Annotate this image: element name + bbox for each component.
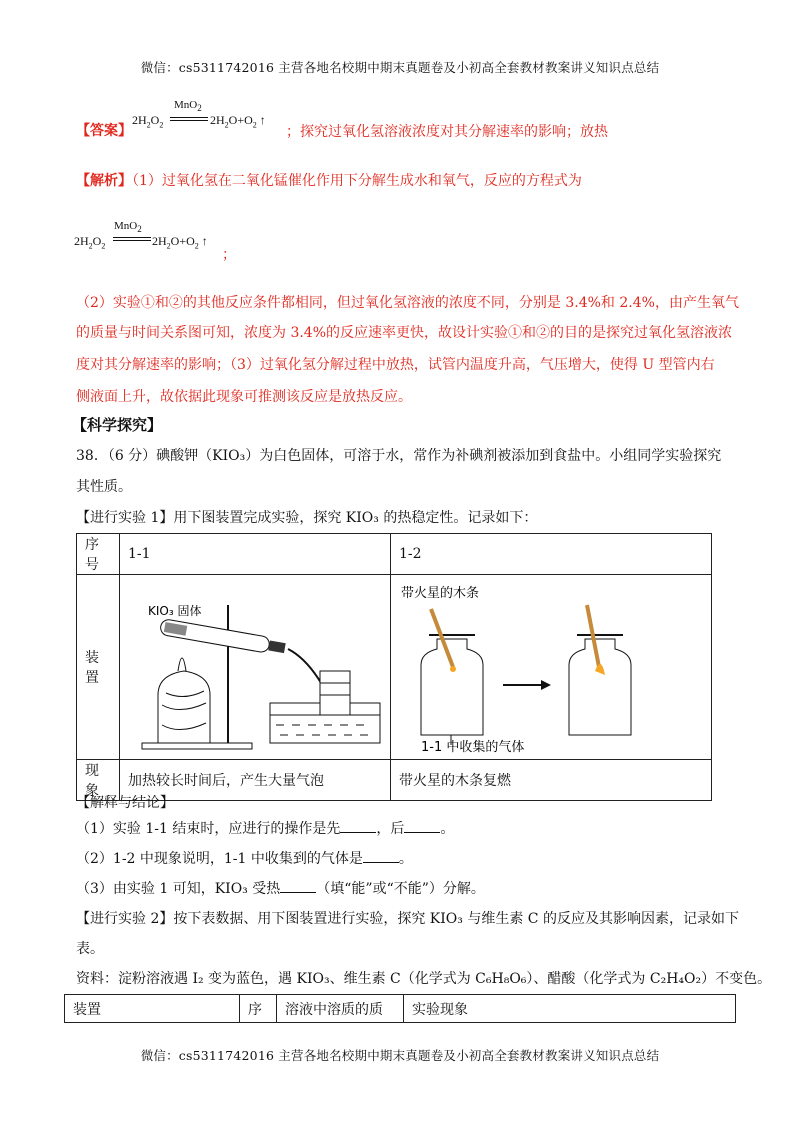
bottle-right xyxy=(569,639,631,735)
table1-observation-label: 现象 xyxy=(77,760,120,801)
page-footer: 微信：cs5311742016 主营各地名校期中期末真题卷及小初高全套教材教案讲义知识点总结 xyxy=(140,1048,660,1063)
experiment-table-2 xyxy=(64,994,736,1023)
experiment-table-1 xyxy=(76,533,712,801)
blank-3[interactable] xyxy=(280,880,316,893)
table1-header-row xyxy=(77,534,712,575)
stand-base xyxy=(142,743,252,749)
apparatus-1-2-cell xyxy=(391,575,712,760)
answer-catalyst: MnO$_2$ xyxy=(174,99,202,114)
exp2-line-1: 【进行实验 2】按下表数据、用下图装置进行实验，探究 KIO₃ 与维生素 C 的反应及其影响因素，记录如下 xyxy=(76,911,739,927)
analysis-catalyst: MnO$_2$ xyxy=(114,220,142,235)
table1-apparatus-row xyxy=(77,575,712,760)
flame xyxy=(178,658,186,671)
table1-header-seq: 序号 xyxy=(77,534,120,575)
collecting-bottle xyxy=(320,671,350,715)
collected-gas-label: 1-1 中收集的气体 xyxy=(421,740,525,755)
table2-header-apparatus: 装置 xyxy=(65,995,240,1023)
section-title: 【科学探究】 xyxy=(72,416,163,434)
conclusion-q1: （1）实验 1-1 结束时，应进行的操作是先 ，后 。 xyxy=(76,821,455,837)
answer-equation: $2H_2O_2$ xyxy=(132,113,164,130)
analysis-p2-line-3: 度对其分解速率的影响；（3）过氧化氢分解过程中放热，试管内温度升高，气压增大，使得 U 型管内右 xyxy=(76,357,715,373)
table1-header-1-1: 1-1 xyxy=(120,534,391,575)
analysis-p2-line-2: 的质量与时间关系图可知，浓度为 3.4%的反应速率更快，故设计实验①和②的目的是探究过氧化氢溶液浓 xyxy=(76,325,733,341)
exp2-material: 资料：淀粉溶液遇 I₂ 变为蓝色，遇 KIO₃、维生素 C（化学式为 C₆H₈O₆）、醋酸（化学式为 C₂H₄O₂）不变色。 xyxy=(76,971,772,987)
table2-header-seq: 序 xyxy=(240,995,277,1023)
blank-1a[interactable] xyxy=(340,820,376,833)
analysis-p2-line-1: （2）实验①和②的其他反应条件都相同，但过氧化氢溶液的浓度不同，分别是 3.4%和 2.4%，由产生氧气 xyxy=(76,295,739,311)
bottle-left xyxy=(421,639,483,735)
glowing-splint-diagram xyxy=(391,575,711,755)
apparatus-1-1-cell xyxy=(120,575,391,760)
glowing-splint-label: 带火星的木条 xyxy=(401,586,480,601)
heating-apparatus-diagram xyxy=(120,575,390,755)
table2-header-solute: 溶液中溶质的质 xyxy=(277,995,404,1023)
q38-exp1: 【进行实验 1】用下图装置完成实验，探究 KIO₃ 的热稳定性。记录如下： xyxy=(76,510,538,526)
analysis-p2-line-4: 侧液面上升，故依据此现象可推测该反应是放热反应。 xyxy=(76,389,412,405)
answer-text: ；探究过氧化氢溶液浓度对其分解速率的影响；放热 xyxy=(286,124,608,140)
blank-2[interactable] xyxy=(363,850,399,863)
exp2-line-2: 表。 xyxy=(76,941,104,957)
analysis-equation-arrow xyxy=(113,237,151,241)
analysis-line-1: 【解析】（1）过氧化氢在二氧化锰催化作用下分解生成水和氧气，反应的方程式为 xyxy=(76,173,582,189)
blank-1b[interactable] xyxy=(404,820,440,833)
answer-label: 【答案】 xyxy=(76,123,132,139)
table2-header-row xyxy=(65,995,736,1023)
table1-header-1-2: 1-2 xyxy=(391,534,712,575)
q38-line-1: 38．（6 分）碘酸钾（KIO₃）为白色固体，可溶于水，常作为补碘剂被添加到食盐中。小组同学实验探究 xyxy=(76,448,722,464)
answer-equation-arrow xyxy=(170,117,208,121)
analysis-equation-products: $2H_2O+O_2$ ↑ xyxy=(152,234,208,251)
table1-observation-1-2: 带火星的木条复燃 xyxy=(391,760,712,801)
analysis-equation: $2H_2O_2$ xyxy=(74,234,106,251)
q38-line-2: 其性质。 xyxy=(76,479,132,495)
kio3-solid-label: KIO₃ 固体 xyxy=(148,604,202,618)
conclusion-q2: （2）1-2 中现象说明，1-1 中收集到的气体是 。 xyxy=(76,851,413,867)
analysis-semicolon: ； xyxy=(222,247,236,263)
table1-observation-1-1: 加热较长时间后，产生大量气泡 xyxy=(120,760,391,801)
test-tube xyxy=(159,618,286,656)
conclusion-title: 【解释与结论】 xyxy=(76,795,174,811)
table1-apparatus-label: 装置 xyxy=(77,575,120,760)
conclusion-q3: （3）由实验 1 可知，KIO₃ 受热 （填“能”或“不能”）分解。 xyxy=(76,881,485,897)
table2-header-phenomenon: 实验现象 xyxy=(404,995,736,1023)
answer-equation-products: $2H_2O+O_2$ ↑ xyxy=(210,113,266,130)
page-header: 微信：cs5311742016 主营各地名校期中期末真题卷及小初高全套教材教案讲义知识点总结 xyxy=(140,60,660,75)
